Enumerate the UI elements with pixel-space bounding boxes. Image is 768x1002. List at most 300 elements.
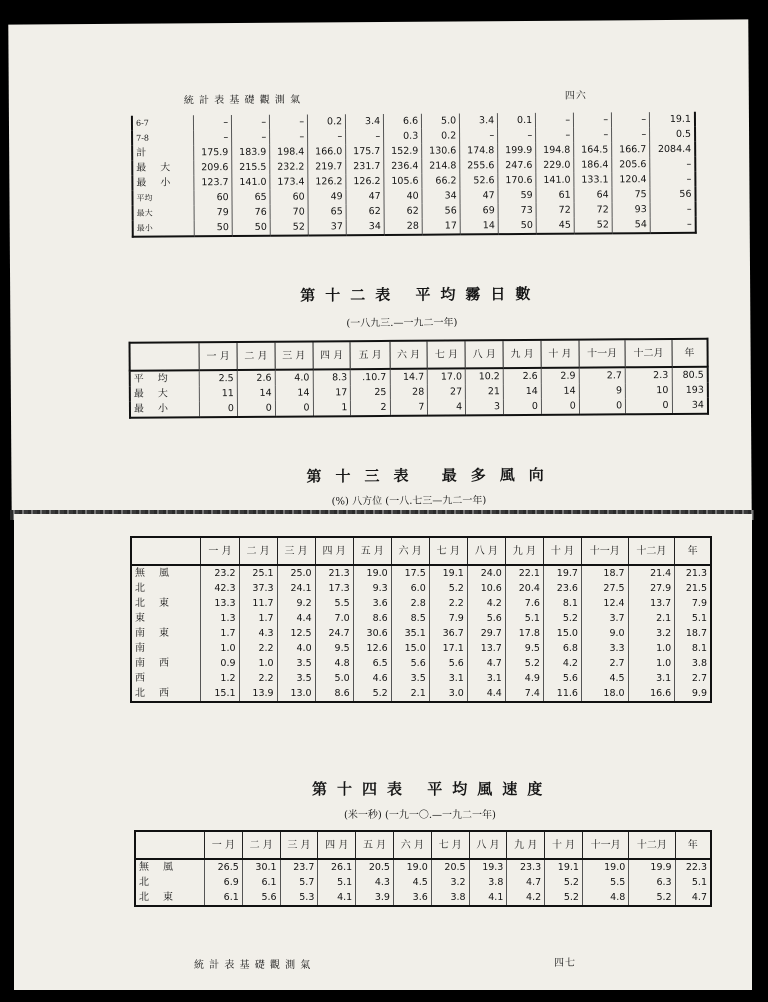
table12-body bbox=[130, 367, 708, 418]
table-cell: 8.5 bbox=[391, 611, 429, 626]
table-cell: 20.5 bbox=[356, 859, 394, 875]
table-cell: 26.1 bbox=[318, 859, 356, 875]
table-cell: 3.7 bbox=[581, 611, 628, 626]
table-cell: – bbox=[270, 130, 308, 145]
table-cell: 5.2 bbox=[629, 890, 675, 906]
table-cell: 199.9 bbox=[498, 143, 536, 158]
table-cell: 120.4 bbox=[612, 172, 650, 187]
table-cell: 231.7 bbox=[346, 159, 384, 174]
table-cell: 183.9 bbox=[232, 145, 270, 160]
table-cell: 1.3 bbox=[201, 611, 239, 626]
table-cell: 174.8 bbox=[460, 143, 498, 158]
table-cell: 236.4 bbox=[384, 159, 422, 174]
table-cell: 2.7 bbox=[675, 671, 711, 686]
table-cell: – bbox=[270, 115, 308, 130]
table-cell: 4.4 bbox=[467, 686, 505, 702]
table-cell: 72 bbox=[536, 203, 574, 218]
row-label: 南東 bbox=[131, 626, 201, 641]
table-cell: 6.1 bbox=[242, 875, 280, 890]
column-header: 五 月 bbox=[356, 831, 394, 859]
table-cell: 14 bbox=[503, 384, 541, 399]
table-cell: 1.2 bbox=[201, 671, 239, 686]
table-cell: 6.8 bbox=[543, 641, 581, 656]
table-cell: 70 bbox=[270, 204, 308, 219]
row-label: 北 bbox=[131, 581, 201, 596]
table14-header bbox=[135, 831, 711, 859]
column-header: 四 月 bbox=[313, 341, 351, 369]
table-cell: 0 bbox=[237, 401, 275, 417]
table-cell: 5.2 bbox=[353, 686, 391, 702]
table-cell: 23.3 bbox=[507, 859, 545, 875]
table-cell: 7.0 bbox=[315, 611, 353, 626]
table-cell: 198.4 bbox=[270, 145, 308, 160]
row-label: 北東 bbox=[135, 890, 204, 906]
table-cell: 20.5 bbox=[431, 859, 469, 875]
table-cell: 0 bbox=[199, 401, 237, 417]
table-cell: 3.2 bbox=[431, 875, 469, 890]
table-cell: 9.2 bbox=[277, 596, 315, 611]
table-cell: 19.3 bbox=[469, 859, 507, 875]
table-cell: 4.7 bbox=[467, 656, 505, 671]
table-cell: 17.0 bbox=[428, 368, 466, 384]
table-cell: 12.5 bbox=[277, 626, 315, 641]
table-cell: 59 bbox=[498, 188, 536, 203]
table-cell: 61 bbox=[536, 188, 574, 203]
column-header: 五 月 bbox=[350, 341, 389, 369]
table-cell: 60 bbox=[270, 190, 308, 205]
table-cell: 50 bbox=[232, 220, 270, 236]
table-cell: 3.1 bbox=[467, 671, 505, 686]
table-cell: 1.0 bbox=[628, 641, 675, 656]
page-number-bottom: 四七 bbox=[554, 958, 576, 969]
table-cell: 4.0 bbox=[277, 641, 315, 656]
table-cell: 9.5 bbox=[505, 641, 543, 656]
table-cell: 5.2 bbox=[545, 875, 583, 890]
table-cell: 8.1 bbox=[543, 596, 581, 611]
table-cell: 1.7 bbox=[239, 611, 277, 626]
table-cell: 3.3 bbox=[581, 641, 628, 656]
table-cell: 19.0 bbox=[353, 565, 391, 581]
table-cell: 130.6 bbox=[422, 143, 460, 158]
table-cell: 3.4 bbox=[460, 113, 498, 128]
table-cell: 19.0 bbox=[393, 859, 431, 875]
table-cell: 14 bbox=[460, 218, 498, 234]
table-cell: 20.4 bbox=[505, 581, 543, 596]
table-cell: 19.0 bbox=[582, 859, 628, 875]
table-cell: 0.5 bbox=[650, 127, 695, 142]
header-row bbox=[130, 339, 708, 371]
table-row bbox=[131, 626, 711, 641]
table-cell: 10.6 bbox=[467, 581, 505, 596]
table-cell: 5.6 bbox=[429, 656, 467, 671]
table-cell: 75 bbox=[612, 187, 650, 202]
table14 bbox=[134, 830, 712, 907]
column-header bbox=[131, 537, 201, 565]
table-cell: 30.1 bbox=[242, 859, 280, 875]
table-cell: 47 bbox=[346, 189, 384, 204]
row-label: 無風 bbox=[135, 859, 204, 875]
table-cell: 79 bbox=[194, 205, 232, 220]
table-cell: 5.3 bbox=[280, 890, 318, 906]
table-cell: 7.4 bbox=[505, 686, 543, 702]
table-cell: 0 bbox=[275, 400, 313, 416]
row-label: 平均 bbox=[132, 190, 194, 205]
table-cell: 42.3 bbox=[201, 581, 239, 596]
table-cell: 27 bbox=[428, 384, 466, 399]
table-cell: 4.7 bbox=[675, 890, 711, 906]
table-cell: 34 bbox=[672, 398, 708, 414]
table-cell: 5.5 bbox=[582, 875, 628, 890]
running-header: 統 計 表 基 礎 觀 測 氣 bbox=[183, 94, 302, 107]
column-header: 一 月 bbox=[204, 831, 242, 859]
column-header: 三 月 bbox=[277, 537, 315, 565]
table-cell: 0.9 bbox=[201, 656, 239, 671]
table-cell: – bbox=[650, 202, 695, 217]
table-cell: .10.7 bbox=[351, 369, 390, 385]
table13-body bbox=[131, 565, 711, 702]
table-row bbox=[131, 596, 711, 611]
table-cell: 215.5 bbox=[232, 160, 270, 175]
table-cell: 23.2 bbox=[201, 565, 239, 581]
table-cell: 194.8 bbox=[536, 143, 574, 158]
column-header: 七 月 bbox=[429, 537, 467, 565]
table-cell: 14 bbox=[237, 386, 275, 401]
table-cell: – bbox=[650, 172, 695, 187]
table-cell: 14 bbox=[275, 385, 313, 400]
table-cell: 19.1 bbox=[429, 565, 467, 581]
table12-header bbox=[130, 339, 708, 371]
table-cell: – bbox=[232, 130, 270, 145]
table-cell: 3.6 bbox=[393, 890, 431, 906]
column-header: 七 月 bbox=[427, 340, 465, 368]
table-cell: 9.5 bbox=[315, 641, 353, 656]
row-label: 最大 bbox=[133, 205, 195, 220]
table-row bbox=[133, 217, 696, 237]
table-cell: 69 bbox=[460, 203, 498, 218]
table-cell: – bbox=[346, 129, 384, 144]
table-cell: 5.1 bbox=[675, 875, 711, 890]
table-row bbox=[135, 859, 711, 875]
table-row bbox=[135, 890, 711, 906]
table-cell: 15.0 bbox=[391, 641, 429, 656]
row-label: 南 bbox=[131, 641, 201, 656]
table-cell: 3.2 bbox=[628, 626, 675, 641]
bottom-page bbox=[14, 514, 752, 990]
column-header: 六 月 bbox=[390, 341, 428, 369]
table-cell: 4.8 bbox=[315, 656, 353, 671]
column-header: 六 月 bbox=[391, 537, 429, 565]
table-cell: 15.1 bbox=[201, 686, 239, 702]
row-label: 最小 bbox=[132, 175, 194, 190]
table-cell: 2.2 bbox=[429, 596, 467, 611]
table-cell: – bbox=[232, 115, 270, 130]
table-cell: 35.1 bbox=[391, 626, 429, 641]
table14-title: 第十四表 平均風速度 bbox=[312, 780, 553, 798]
table-cell: 4.3 bbox=[239, 626, 277, 641]
row-label: 東 bbox=[131, 611, 201, 626]
column-header: 七 月 bbox=[431, 831, 469, 859]
table-cell: 11.7 bbox=[239, 596, 277, 611]
row-label: 無風 bbox=[131, 565, 201, 581]
table-cell: 0 bbox=[503, 399, 541, 415]
table-cell: 18.7 bbox=[581, 565, 628, 581]
table13-header bbox=[131, 537, 711, 565]
table-cell: 2 bbox=[351, 400, 390, 416]
table-cell: 0 bbox=[626, 398, 672, 414]
table-cell: 5.6 bbox=[467, 611, 505, 626]
table-cell: 5.2 bbox=[505, 656, 543, 671]
table-cell: 64 bbox=[574, 187, 612, 202]
table-cell: 4.2 bbox=[507, 890, 545, 906]
table-row bbox=[131, 656, 711, 671]
table-cell: 60 bbox=[194, 190, 232, 205]
column-header: 八 月 bbox=[465, 340, 503, 368]
table-cell: 22.1 bbox=[505, 565, 543, 581]
table-cell: 214.8 bbox=[422, 158, 460, 173]
table-cell: 3.0 bbox=[429, 686, 467, 702]
table-cell: – bbox=[650, 157, 695, 172]
table-cell: 25.0 bbox=[277, 565, 315, 581]
table14-body bbox=[135, 859, 711, 906]
table-cell: 5.2 bbox=[543, 611, 581, 626]
table-sunshine-body bbox=[132, 112, 696, 237]
table-cell: 4.2 bbox=[543, 656, 581, 671]
column-header: 九 月 bbox=[505, 537, 543, 565]
table-cell: 205.6 bbox=[612, 157, 650, 172]
table-cell: 193 bbox=[672, 383, 708, 398]
table-cell: 2084.4 bbox=[650, 142, 695, 157]
table-cell: 2.6 bbox=[237, 370, 275, 386]
table14-subtitle: (米一秒) (一九一〇.—一九二一年) bbox=[344, 810, 496, 821]
table-cell: 15.0 bbox=[543, 626, 581, 641]
table-cell: – bbox=[612, 112, 650, 127]
table-cell: 4.6 bbox=[353, 671, 391, 686]
table-cell: 1.0 bbox=[201, 641, 239, 656]
table-cell: 17.3 bbox=[315, 581, 353, 596]
table-cell: 21.4 bbox=[628, 565, 675, 581]
table-cell: 4.1 bbox=[469, 890, 507, 906]
table-cell: 4.0 bbox=[275, 369, 313, 385]
table-cell: 26.5 bbox=[204, 859, 242, 875]
table-cell: 19.7 bbox=[543, 565, 581, 581]
table-cell: 72 bbox=[574, 202, 612, 217]
table-cell: 56 bbox=[650, 187, 695, 202]
table-cell: 4.1 bbox=[318, 890, 356, 906]
table-cell: – bbox=[536, 113, 574, 128]
column-header: 二 月 bbox=[242, 831, 280, 859]
table-cell: 6.5 bbox=[353, 656, 391, 671]
column-header: 十一月 bbox=[581, 537, 628, 565]
table-row bbox=[131, 641, 711, 656]
table-cell: 62 bbox=[384, 204, 422, 219]
table-cell: 30.6 bbox=[353, 626, 391, 641]
page-number: 四六 bbox=[564, 90, 587, 102]
table-cell: 6.1 bbox=[204, 890, 242, 906]
table-cell: 3.9 bbox=[356, 890, 394, 906]
table-cell: 52 bbox=[270, 219, 308, 235]
table-cell: 24.1 bbox=[277, 581, 315, 596]
table-cell: 10.2 bbox=[465, 368, 503, 384]
table-cell: 3.1 bbox=[628, 671, 675, 686]
table-cell: 9.3 bbox=[353, 581, 391, 596]
table-cell: – bbox=[650, 217, 695, 233]
column-header: 十一月 bbox=[582, 831, 628, 859]
column-header: 八 月 bbox=[467, 537, 505, 565]
table13 bbox=[130, 536, 712, 703]
table-cell: 9 bbox=[579, 383, 625, 398]
table-cell: 8.3 bbox=[313, 369, 351, 385]
table-cell: 6.3 bbox=[629, 875, 675, 890]
table-cell: 7.6 bbox=[505, 596, 543, 611]
table-cell: 13.0 bbox=[277, 686, 315, 702]
table-cell: 5.1 bbox=[318, 875, 356, 890]
table-cell: 0.2 bbox=[308, 114, 346, 129]
table-cell: 8.6 bbox=[315, 686, 353, 702]
row-label: 7-8 bbox=[132, 130, 194, 145]
table-cell: 166.0 bbox=[308, 144, 346, 159]
table-cell: 5.6 bbox=[242, 890, 280, 906]
table-cell: 14 bbox=[541, 384, 579, 399]
table-cell: – bbox=[498, 128, 536, 143]
table-cell: 93 bbox=[612, 202, 650, 217]
table-cell: 54 bbox=[612, 217, 650, 233]
column-header bbox=[135, 831, 204, 859]
column-header: 四 月 bbox=[315, 537, 353, 565]
table-cell: 34 bbox=[346, 219, 384, 235]
table-row bbox=[135, 875, 711, 890]
table-cell: 4.4 bbox=[277, 611, 315, 626]
table-cell: 2.2 bbox=[239, 671, 277, 686]
table-cell: 186.4 bbox=[574, 157, 612, 172]
table-cell: 65 bbox=[232, 190, 270, 205]
table-cell: 247.6 bbox=[498, 158, 536, 173]
table-cell: 229.0 bbox=[536, 158, 574, 173]
row-label: 最小 bbox=[130, 401, 200, 417]
table-cell: 5.5 bbox=[315, 596, 353, 611]
table-cell: 25.1 bbox=[239, 565, 277, 581]
table-cell: 2.7 bbox=[581, 656, 628, 671]
table-cell: 5.6 bbox=[543, 671, 581, 686]
column-header: 一 月 bbox=[201, 537, 239, 565]
table12 bbox=[129, 338, 710, 419]
table-cell: 21 bbox=[466, 384, 504, 399]
table-cell: – bbox=[460, 128, 498, 143]
table-cell: 1.0 bbox=[239, 656, 277, 671]
table-cell: 12.6 bbox=[353, 641, 391, 656]
table-cell: – bbox=[574, 127, 612, 142]
column-header: 年 bbox=[675, 537, 711, 565]
table-cell: 7.9 bbox=[429, 611, 467, 626]
table-cell: 123.7 bbox=[194, 175, 232, 190]
table-cell: 133.1 bbox=[574, 172, 612, 187]
table-cell: 3.5 bbox=[277, 656, 315, 671]
column-header: 三 月 bbox=[275, 341, 313, 369]
table-cell: 17 bbox=[422, 218, 460, 234]
table-cell: 3.8 bbox=[431, 890, 469, 906]
table-cell: 17 bbox=[313, 385, 351, 400]
table-cell: 5.2 bbox=[545, 890, 583, 906]
table-cell: 5.7 bbox=[280, 875, 318, 890]
table-row bbox=[131, 565, 711, 581]
table-cell: 2.6 bbox=[503, 368, 541, 384]
table-cell: 17.1 bbox=[429, 641, 467, 656]
table-cell: 5.6 bbox=[391, 656, 429, 671]
table-cell: 141.0 bbox=[536, 173, 574, 188]
column-header: 二 月 bbox=[239, 537, 277, 565]
column-header: 二 月 bbox=[237, 342, 275, 370]
table-cell: 28 bbox=[390, 385, 428, 400]
table-cell: 0.1 bbox=[498, 113, 536, 128]
table-cell: 62 bbox=[346, 204, 384, 219]
column-header: 一 月 bbox=[199, 342, 237, 370]
table-cell: 76 bbox=[232, 205, 270, 220]
table-cell: 8.6 bbox=[353, 611, 391, 626]
table-cell: 16.6 bbox=[628, 686, 675, 702]
table-cell: 126.2 bbox=[308, 174, 346, 189]
column-header: 年 bbox=[675, 831, 711, 859]
column-header: 三 月 bbox=[280, 831, 318, 859]
table13-title: 第十三表 最多風向 bbox=[306, 465, 558, 486]
table-cell: 7.9 bbox=[675, 596, 711, 611]
table-cell: 0.3 bbox=[384, 129, 422, 144]
column-header: 十二月 bbox=[625, 339, 672, 367]
table-cell: 27.9 bbox=[628, 581, 675, 596]
table-cell: 175.7 bbox=[346, 144, 384, 159]
top-page bbox=[8, 19, 751, 518]
table-cell: 37 bbox=[308, 219, 346, 235]
header-row bbox=[131, 537, 711, 565]
table-cell: 65 bbox=[308, 204, 346, 219]
table-cell: 1 bbox=[313, 400, 351, 416]
table-cell: 5.1 bbox=[675, 611, 711, 626]
table-cell: 24.7 bbox=[315, 626, 353, 641]
column-header: 九 月 bbox=[503, 340, 541, 368]
table-cell: 6.0 bbox=[391, 581, 429, 596]
table-cell: 2.9 bbox=[541, 368, 579, 384]
table-cell: 3.1 bbox=[429, 671, 467, 686]
table-cell: 173.4 bbox=[270, 175, 308, 190]
table-cell: 14.7 bbox=[390, 369, 428, 385]
table-cell: 255.6 bbox=[460, 158, 498, 173]
table-cell: 27.5 bbox=[581, 581, 628, 596]
row-label: 北西 bbox=[131, 686, 201, 702]
table-cell: 4.2 bbox=[467, 596, 505, 611]
table-cell: 73 bbox=[498, 203, 536, 218]
running-footer: 統 計 表 基 礎 觀 測 氣 bbox=[194, 960, 312, 971]
table-cell: 28 bbox=[384, 219, 422, 235]
table-cell: 175.9 bbox=[194, 145, 232, 160]
table-cell: 37.3 bbox=[239, 581, 277, 596]
table-row bbox=[131, 671, 711, 686]
table-cell: 22.3 bbox=[675, 859, 711, 875]
table-cell: 4.5 bbox=[581, 671, 628, 686]
table-cell: 52 bbox=[574, 217, 612, 233]
table-cell: 141.0 bbox=[232, 175, 270, 190]
table-cell: 3 bbox=[466, 399, 504, 415]
table12-subtitle: (一八九三.—一九二一年) bbox=[346, 317, 458, 330]
table-cell: 2.5 bbox=[199, 370, 237, 386]
table-cell: 80.5 bbox=[672, 367, 708, 383]
table-cell: 17.5 bbox=[391, 565, 429, 581]
row-label: 最小 bbox=[133, 220, 195, 236]
table-cell: 166.7 bbox=[612, 142, 650, 157]
table-cell: 152.9 bbox=[384, 144, 422, 159]
table-cell: 50 bbox=[498, 218, 536, 234]
column-header: 年 bbox=[672, 339, 708, 367]
table-cell: 0 bbox=[541, 399, 579, 415]
table-cell: 4.7 bbox=[507, 875, 545, 890]
column-header: 十 月 bbox=[541, 340, 579, 368]
